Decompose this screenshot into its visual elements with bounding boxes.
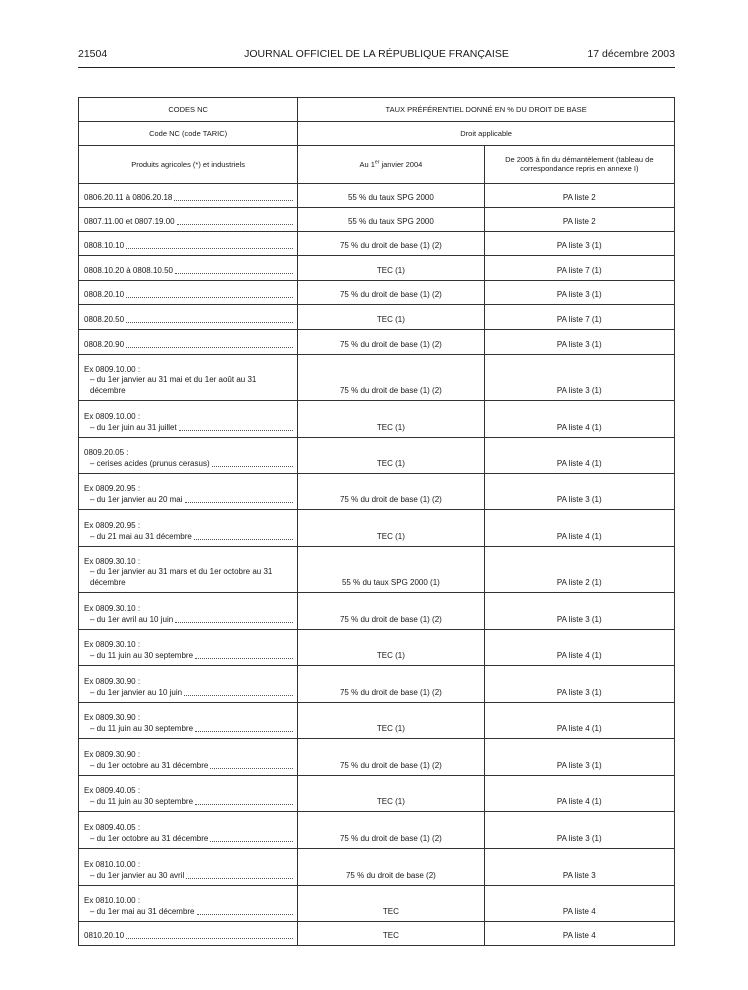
nc-code: Ex 0810.10.00 : (84, 860, 141, 869)
period-description: – du 1er janvier au 10 juin (90, 687, 183, 697)
table-row (79, 232, 675, 256)
product-cell (79, 232, 298, 256)
product-cell (79, 510, 298, 547)
period-description: – du 1er juin au 31 juillet (90, 422, 177, 432)
nc-code: 0807.11.00 et 0807.19.00 (84, 216, 175, 226)
rate-2004-cell: TEC (1) (298, 305, 484, 330)
tariff-table (78, 97, 675, 946)
product-cell (79, 281, 298, 305)
period-description: – du 11 juin au 30 septembre (90, 796, 194, 806)
dot-leader (177, 224, 294, 225)
table-row (79, 776, 675, 812)
rate-2005-cell: PA liste 7 (1) (484, 305, 674, 330)
nc-code: 0808.20.10 (84, 289, 125, 299)
rate-2005-cell: PA liste 3 (1) (484, 355, 674, 401)
issue-date: 17 décembre 2003 (587, 48, 675, 60)
table-row (79, 256, 675, 281)
nc-code: 0808.20.90 (84, 339, 125, 349)
nc-code: 0806.20.11 à 0806.20.18 (84, 192, 173, 202)
dot-leader (210, 768, 293, 769)
table-row (79, 510, 675, 547)
dot-leader (197, 914, 294, 915)
dot-leader (210, 841, 293, 842)
table-row (79, 922, 675, 946)
rate-2005-cell: PA liste 4 (1) (484, 401, 674, 438)
nc-code: Ex 0809.10.00 : (84, 412, 141, 421)
dot-leader (175, 622, 293, 623)
table-row (79, 438, 675, 474)
rate-2004-cell: TEC (1) (298, 630, 484, 666)
rate-2005-cell: PA liste 2 (484, 208, 674, 232)
rate-2004-cell: TEC (1) (298, 401, 484, 438)
period-description: – cerises acides (prunus cerasus) (90, 458, 210, 468)
rate-2005-cell: PA liste 7 (1) (484, 256, 674, 281)
rate-2005-cell: PA liste 3 (1) (484, 666, 674, 703)
period-description: – du 1er octobre au 31 décembre (90, 833, 209, 843)
page-header (78, 48, 675, 62)
period-description: – du 11 juin au 30 septembre (90, 650, 194, 660)
dot-leader (126, 322, 293, 323)
table-row (79, 739, 675, 776)
dot-leader (185, 502, 294, 503)
product-cell (79, 776, 298, 812)
table-row (79, 401, 675, 438)
dot-leader (195, 731, 293, 732)
nc-code: Ex 0809.30.10 : (84, 640, 141, 649)
table-row (79, 812, 675, 849)
product-cell (79, 547, 298, 593)
period-description: – du 1er janvier au 31 mars et du 1er octobre au 31 décembre (90, 567, 273, 587)
rate-2005-cell: PA liste 3 (1) (484, 593, 674, 630)
rate-2004-cell: 55 % du taux SPG 2000 (298, 184, 484, 208)
period-description: – du 1er octobre au 31 décembre (90, 760, 209, 770)
dot-leader (186, 878, 293, 879)
period-description: – du 1er janvier au 31 mai et du 1er août au 31 décembre (90, 375, 257, 395)
table-row (79, 330, 675, 355)
nc-code: Ex 0809.30.90 : (84, 677, 141, 686)
nc-code: Ex 0809.10.00 : (84, 364, 141, 374)
product-cell (79, 886, 298, 922)
rate-2005-cell: PA liste 2 (484, 184, 674, 208)
dot-leader (175, 273, 293, 274)
product-cell (79, 208, 298, 232)
rate-2004-cell: 55 % du taux SPG 2000 (1) (298, 547, 484, 593)
product-cell (79, 256, 298, 281)
nc-code: Ex 0809.20.95 : (84, 521, 141, 530)
period-description: – du 1er janvier au 20 mai (90, 494, 183, 504)
header-de-2005: De 2005 à fin du démantèlement (tableau de correspondance repris en annexe I) (484, 146, 674, 184)
rate-2005-cell: PA liste 4 (1) (484, 438, 674, 474)
rate-2004-cell: 75 % du droit de base (1) (2) (298, 281, 484, 305)
rate-2004-cell: 75 % du droit de base (2) (298, 849, 484, 886)
rate-2004-cell: 75 % du droit de base (1) (2) (298, 739, 484, 776)
header-codes-nc: CODES NC (79, 98, 298, 122)
table-row (79, 184, 675, 208)
product-cell (79, 922, 298, 946)
product-cell (79, 305, 298, 330)
nc-code: Ex 0809.30.10 : (84, 604, 141, 613)
product-cell (79, 849, 298, 886)
rate-2004-cell: TEC (1) (298, 256, 484, 281)
nc-code: 0809.20.05 : (84, 448, 129, 457)
product-cell (79, 630, 298, 666)
rate-2005-cell: PA liste 3 (1) (484, 281, 674, 305)
rate-2004-cell: TEC (298, 886, 484, 922)
product-cell (79, 812, 298, 849)
journal-title: JOURNAL OFFICIEL DE LA RÉPUBLIQUE FRANÇAISE (244, 48, 509, 60)
rate-2005-cell: PA liste 4 (1) (484, 630, 674, 666)
header-code-taric: Code NC (code TARIC) (79, 122, 298, 146)
nc-code: 0808.10.20 à 0808.10.50 (84, 265, 173, 275)
rate-2004-cell: 55 % du taux SPG 2000 (298, 208, 484, 232)
table-body (79, 184, 675, 946)
table-row (79, 474, 675, 510)
rate-2005-cell: PA liste 4 (1) (484, 510, 674, 547)
header-au-2004: Au 1er janvier 2004 (298, 146, 484, 184)
dot-leader (184, 695, 293, 696)
table-row (79, 886, 675, 922)
rate-2004-cell: 75 % du droit de base (1) (2) (298, 812, 484, 849)
nc-code: Ex 0809.20.95 : (84, 484, 141, 493)
rate-2004-cell: TEC (1) (298, 776, 484, 812)
rate-2004-cell: 75 % du droit de base (1) (2) (298, 474, 484, 510)
nc-code: Ex 0809.30.90 : (84, 750, 141, 759)
period-description: – du 1er janvier au 30 avril (90, 870, 185, 880)
product-cell (79, 703, 298, 739)
rate-2005-cell: PA liste 4 (1) (484, 776, 674, 812)
period-description: – du 11 juin au 30 septembre (90, 723, 194, 733)
rate-2005-cell: PA liste 3 (1) (484, 232, 674, 256)
table-row (79, 547, 675, 593)
dot-leader (195, 804, 293, 805)
rate-2004-cell: TEC (298, 922, 484, 946)
dot-leader (126, 938, 293, 939)
table-row (79, 703, 675, 739)
period-description: – du 21 mai au 31 décembre (90, 531, 192, 541)
rate-2005-cell: PA liste 3 (1) (484, 330, 674, 355)
nc-code: Ex 0809.40.05 : (84, 786, 141, 795)
nc-code: 0810.20.10 (84, 930, 125, 940)
nc-code: Ex 0809.30.10 : (84, 556, 141, 566)
product-cell (79, 739, 298, 776)
header-taux: TAUX PRÉFÉRENTIEL DONNÉ EN % DU DROIT DE BASE (298, 98, 675, 122)
product-cell (79, 330, 298, 355)
rate-2004-cell: 75 % du droit de base (1) (2) (298, 355, 484, 401)
nc-code: 0808.20.50 (84, 314, 125, 324)
dot-leader (174, 200, 293, 201)
header-produits: Produits agricoles (*) et industriels (79, 146, 298, 184)
header-droit-applicable: Droit applicable (298, 122, 675, 146)
table-row (79, 208, 675, 232)
product-cell (79, 401, 298, 438)
rate-2004-cell: 75 % du droit de base (1) (2) (298, 330, 484, 355)
dot-leader (126, 248, 293, 249)
rate-2005-cell: PA liste 4 (484, 886, 674, 922)
product-cell (79, 438, 298, 474)
product-cell (79, 184, 298, 208)
table-row (79, 666, 675, 703)
dot-leader (212, 466, 294, 467)
page-number: 21504 (78, 48, 108, 60)
product-cell (79, 474, 298, 510)
table-row (79, 593, 675, 630)
nc-code: Ex 0810.10.00 : (84, 896, 141, 905)
nc-code: 0808.10.10 (84, 240, 125, 250)
table-row (79, 281, 675, 305)
nc-code: Ex 0809.30.90 : (84, 713, 141, 722)
period-description: – du 1er mai au 31 décembre (90, 906, 195, 916)
product-cell (79, 355, 298, 401)
table-row (79, 305, 675, 330)
rate-2005-cell: PA liste 3 (1) (484, 812, 674, 849)
dot-leader (179, 430, 294, 431)
rate-2005-cell: PA liste 3 (1) (484, 739, 674, 776)
nc-code: Ex 0809.40.05 : (84, 823, 141, 832)
dot-leader (194, 539, 293, 540)
rate-2005-cell: PA liste 4 (1) (484, 703, 674, 739)
rate-2005-cell: PA liste 3 (484, 849, 674, 886)
rate-2005-cell: PA liste 3 (1) (484, 474, 674, 510)
dot-leader (126, 297, 293, 298)
period-description: – du 1er avril au 10 juin (90, 614, 174, 624)
dot-leader (195, 658, 293, 659)
table-row (79, 355, 675, 401)
dot-leader (126, 347, 293, 348)
table-row (79, 630, 675, 666)
header-rule (78, 67, 675, 68)
rate-2004-cell: TEC (1) (298, 438, 484, 474)
rate-2005-cell: PA liste 2 (1) (484, 547, 674, 593)
table-row (79, 849, 675, 886)
product-cell (79, 593, 298, 630)
rate-2004-cell: 75 % du droit de base (1) (2) (298, 232, 484, 256)
product-cell (79, 666, 298, 703)
rate-2004-cell: 75 % du droit de base (1) (2) (298, 593, 484, 630)
rate-2004-cell: TEC (1) (298, 703, 484, 739)
rate-2005-cell: PA liste 4 (484, 922, 674, 946)
rate-2004-cell: TEC (1) (298, 510, 484, 547)
rate-2004-cell: 75 % du droit de base (1) (2) (298, 666, 484, 703)
